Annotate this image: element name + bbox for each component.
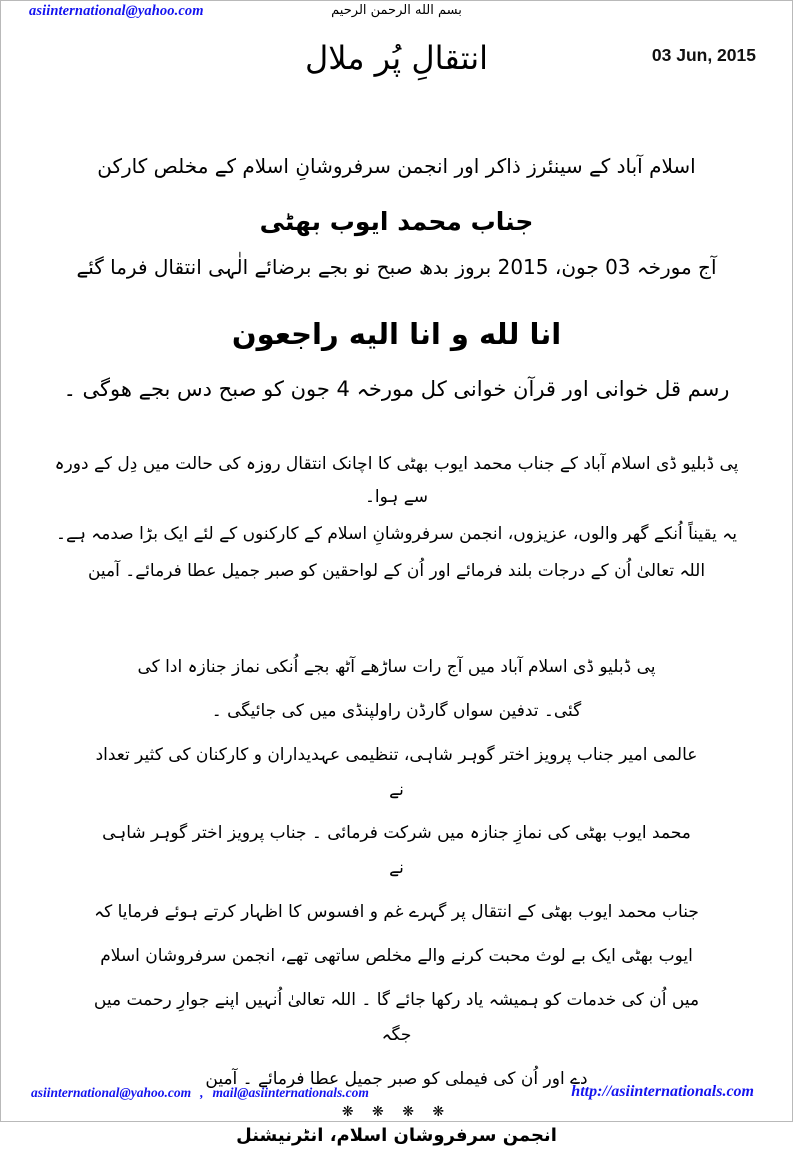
paragraph-line: اللہ تعالیٰ اُن کے درجات بلند فرمائے اور اُن کے لواحقین کو صبر جمیل عطا فرمائے۔ آمین <box>87 560 706 581</box>
header-email-link[interactable]: asiinternational@yahoo.com <box>29 3 204 19</box>
paragraph-line: پی ڈبلیو ڈی اسلام آباد کے جناب محمد ایوب بھٹی کا اچانک انتقال روزہ کی حالت میں دِل کے دورہ سے ہوا۔ <box>54 453 739 507</box>
footer-separator: , <box>200 1085 204 1100</box>
paragraph-line: یہ یقیناً اُنکے گھر والوں، عزیزوں، انجمن سرفروشانِ اسلام کے کارکنوں کے لئے ایک بڑا صدمہ ہے۔ <box>56 523 737 544</box>
footer-website-link[interactable]: http://asiinternationals.com <box>571 1083 754 1100</box>
organization-signature: انجمن سرفروشان اسلام، انٹرنیشنل <box>236 1125 557 1147</box>
paragraph-line: عالمی امیر جناب پرویز اختر گوہر شاہی، تنظیمی عہدیداران و کارکنان کی کثیر تعداد نے <box>95 744 698 800</box>
star-ornament-icon: ❋ ❋ ❋ ❋ <box>341 1104 452 1121</box>
paragraph-line: ایوب بھٹی ایک بے لوث محبت کرنے والے مخلص ساتھی تھے، انجمن سرفروشان اسلام <box>100 945 693 966</box>
paragraph-line: میں اُن کی خدمات کو ہمیشہ یاد رکھا جائے گا ۔ اللہ تعالیٰ اُنہیں اپنے جوارِ رحمت میں جگہ <box>93 989 700 1045</box>
footer-email-primary[interactable]: asiinternational@yahoo.com <box>31 1085 192 1100</box>
paragraph-block-one <box>43 448 750 589</box>
paragraph-line: محمد ایوب بھٹی کی نمازِ جنازہ میں شرکت فرمائی ۔ جناب پرویز اختر گوہر شاہی نے <box>102 823 691 879</box>
document-date: 03 Jun, 2015 <box>651 45 756 65</box>
bismillah-text: بسم الله الرحمن الرحيم <box>331 3 462 18</box>
qul-khwani-notice: رسم قل خوانی اور قرآن خوانی کل مورخہ 4 جون کو صبح دس بجے ھوگی ۔ <box>63 377 730 401</box>
page-header <box>1 1 792 97</box>
page-footer <box>1 1085 792 1107</box>
paragraph-line: پی ڈبلیو ڈی اسلام آباد میں آج رات ساڑھے آٹھ بجے اُنکی نماز جنازہ ادا کی <box>137 657 656 678</box>
deceased-name: جناب محمد ایوب بھٹی <box>259 207 534 236</box>
page-title: انتقالِ پُر ملال <box>304 39 489 77</box>
inna-lillah-verse: انا لله و انا اليه راجعون <box>231 316 562 351</box>
deceased-description: اسلام آباد کے سینئرز ذاکر اور انجمن سرفروشانِ اسلام کے مخلص کارکن <box>97 154 696 178</box>
paragraph-block-two <box>93 650 700 1096</box>
paragraph-line: گئی۔ تدفین سواں گارڈن راولپنڈی میں کی جائیگی ۔ <box>211 700 582 721</box>
paragraph-line: جناب محمد ایوب بھٹی کے انتقال پر گہرے غم و افسوس کا اظہار کرتے ہوئے فرمایا کہ <box>94 902 699 923</box>
footer-email-group <box>31 1085 369 1101</box>
paragraph-line: دے اور اُن کی فیملی کو صبر جمیل عطا فرمائے ۔ آمین <box>205 1068 588 1089</box>
footer-email-secondary[interactable]: mail@asiinternationals.com <box>212 1085 369 1100</box>
death-announcement: آج مورخہ 03 جون، 2015 بروز بدھ صبح نو بجے برضائے الٰہی انتقال فرما گئے <box>76 254 717 279</box>
